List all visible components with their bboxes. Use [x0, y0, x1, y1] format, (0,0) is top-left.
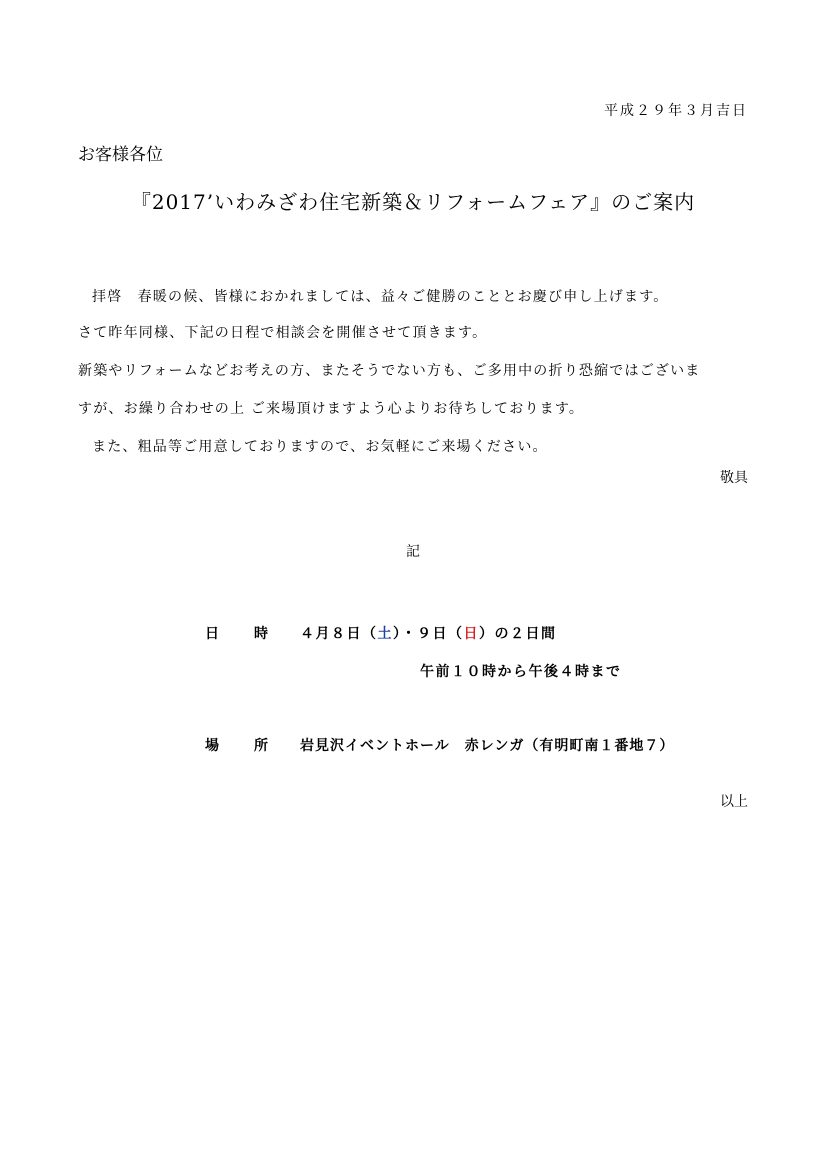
document-title: 『2017’いわみざわ住宅新築＆リフォームフェア』のご案内	[130, 190, 696, 214]
body-line-3: 新築やリフォームなどお考えの方、またそうでない方も、ご多用中の折り恐縮ではございま	[78, 363, 701, 379]
schedule-label-2: 時	[254, 626, 268, 642]
saturday-mark: 土	[377, 626, 393, 642]
body-line-4: すが、お繰り合わせの上 ご来場頂けますよう心よりお待ちしております。	[78, 401, 585, 417]
body-line-1: 拝啓 春暖の候、皆様におかれましては、益々ご健勝のこととお慶び申し上げます。	[92, 289, 669, 305]
body-line-2: さて昨年同様、下記の日程で相談会を開催させて頂きます。	[78, 325, 488, 341]
schedule-time: 午前１０時から午後４時まで	[420, 664, 622, 680]
venue-place: 岩見沢イベントホール 赤レンガ（有明町南１番地７）	[300, 738, 675, 754]
schedule-dates	[300, 623, 557, 643]
schedule-label-1: 日	[205, 626, 219, 642]
closing-ijou: 以上	[720, 794, 748, 810]
issue-date: 平成２９年３月吉日	[604, 103, 748, 119]
addressee: お客様各位	[78, 145, 163, 165]
ki-heading: 記	[406, 544, 420, 560]
dates-part-2: ）・９日（	[393, 626, 464, 642]
dates-part-3: ）の２日間	[479, 626, 557, 642]
sunday-mark: 日	[463, 626, 479, 642]
body-line-5: また、粗品等ご用意しておりますので、お気軽にご来場ください。	[92, 439, 548, 455]
dates-part-1: ４月８日（	[300, 626, 378, 642]
closing-keigu: 敬具	[720, 470, 748, 486]
venue-label-1: 場	[205, 738, 219, 754]
venue-label-2: 所	[254, 738, 268, 754]
